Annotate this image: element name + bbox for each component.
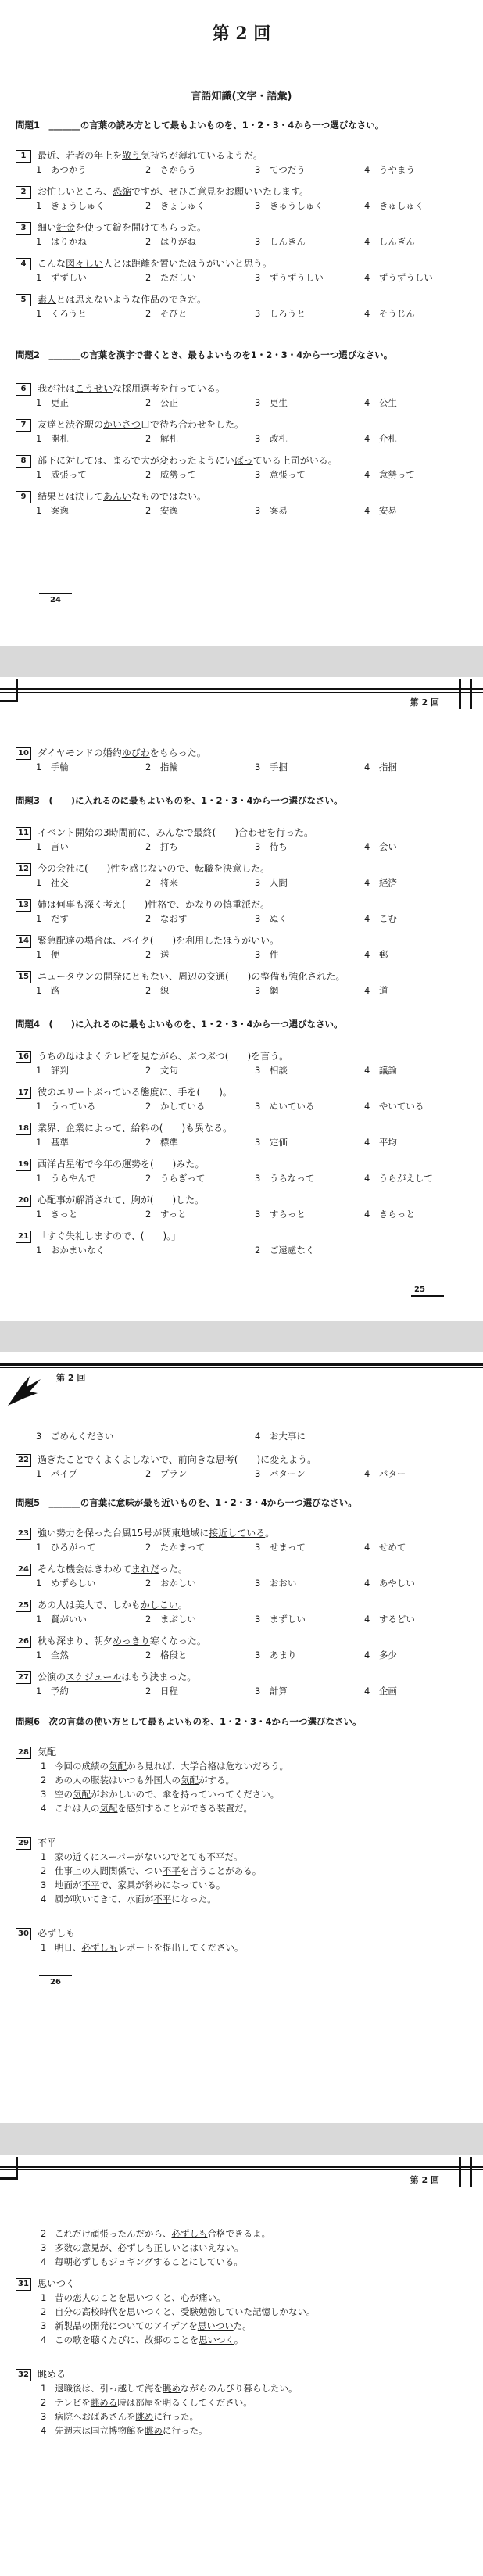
question-number: 4 xyxy=(16,258,31,270)
option[interactable]: 1 評判 xyxy=(36,1065,69,1076)
question-number: 1 xyxy=(16,150,31,163)
option[interactable]: 1 うっている xyxy=(36,1101,96,1112)
option[interactable]: 4 郵 xyxy=(364,949,388,960)
page-number-rule xyxy=(39,1975,72,1976)
option[interactable]: 1 昔の恋人のことを思いつくと、心が痛い。 xyxy=(41,2292,226,2303)
option[interactable]: 1 退職後は、引っ越して海を眺めながらのんびり暮らしたい。 xyxy=(41,2383,298,2394)
option[interactable]: 1 言い xyxy=(36,841,69,852)
option[interactable]: 2 かしている xyxy=(145,1101,206,1112)
option[interactable]: 3 うらなって xyxy=(255,1173,315,1184)
option[interactable]: 3 しんきん xyxy=(255,236,306,247)
question-1: 1 最近、若者の年上を敬う気持ちが薄れているようだ。 1 あつかう 2 さからう 3 てつだう 4 うやまう xyxy=(16,149,477,177)
question-number: 25 xyxy=(16,1600,31,1612)
option[interactable]: 2 文句 xyxy=(145,1065,178,1076)
option[interactable]: 3 病院へおばあさんを眺めに行った。 xyxy=(41,2411,199,2422)
option[interactable]: 4 経済 xyxy=(364,877,397,888)
section-title: 言語知識(文字・語彙) xyxy=(191,91,292,102)
option[interactable]: 2 あの人の服装はいつも外国人の気配がする。 xyxy=(41,1775,234,1786)
question-18: 18 業界、企業によって、給料の( )も異なる。 1 基準 2 標準 3 定価 4 平均 xyxy=(16,1121,477,1149)
option[interactable]: 4 会い xyxy=(364,841,397,852)
question-26: 26 秋も深まり、朝夕めっきり寒くなった。 1 全然 2 格段と 3 あまり 4 多少 xyxy=(16,1634,477,1662)
question-11: 11 イベント開始の3時間前に、みんなで最終( )合わせを行った。 1 言い 2 打ち 3 待ち 4 会い xyxy=(16,826,477,854)
option[interactable]: 4 平均 xyxy=(364,1137,397,1148)
option[interactable]: 2 プラン xyxy=(145,1468,188,1479)
running-header: 第 2 回 xyxy=(410,2175,439,2185)
question-14: 14 緊急配達の場合は、バイク( )を利用したほうがいい。 1 便 2 送 3 件 4 郵 xyxy=(16,933,477,962)
page-2 xyxy=(0,677,483,1321)
option[interactable]: 3 あまり xyxy=(255,1650,297,1661)
question-6: 6 我が社はこうせいな採用選考を行っている。 1 更正 2 公正 3 更生 4 公生 xyxy=(16,382,477,410)
option[interactable]: 1 今回の成績の気配から見れば、大学合格は危ないだろう。 xyxy=(41,1761,288,1772)
page-1 xyxy=(0,0,483,646)
option[interactable]: 3 案易 xyxy=(255,505,288,516)
option[interactable]: 1 パイプ xyxy=(36,1468,77,1479)
target-word: 必ずしも xyxy=(38,1928,76,1939)
page-title: 第 2 回 xyxy=(212,23,271,44)
option[interactable]: 2 うらぎって xyxy=(145,1173,206,1184)
option[interactable]: 3 ぬいている xyxy=(255,1101,315,1112)
option[interactable]: 1 便 xyxy=(36,949,60,960)
option[interactable]: 4 この歌を聴くたびに、故郷のことを思いつく。 xyxy=(41,2334,244,2345)
option[interactable]: 3 しろうと xyxy=(255,308,306,319)
option[interactable]: 2 自分の高校時代を思いつくと、受験勉強していた記憶しかない。 xyxy=(41,2306,316,2317)
page-gap xyxy=(0,2123,483,2155)
option[interactable]: 4 指掴 xyxy=(364,761,397,772)
question-27: 27 公演のスケジュールはもう決まった。 1 予約 2 日程 3 計算 4 企画 xyxy=(16,1670,477,1698)
option[interactable]: 4 うらがえして xyxy=(364,1173,433,1184)
mondai-6-instruction: 問題6 次の言葉の使い方として最もよいものを、1・2・3・4から一つ選びなさい。 xyxy=(16,1716,362,1727)
question-number: 19 xyxy=(16,1159,31,1171)
question-number: 16 xyxy=(16,1051,31,1063)
option[interactable]: 4 介札 xyxy=(364,433,397,444)
option[interactable]: 4 パター xyxy=(364,1468,406,1479)
option[interactable]: 2 線 xyxy=(145,985,170,996)
option[interactable]: 2 打ち xyxy=(145,841,178,852)
question-number: 14 xyxy=(16,935,31,948)
question-30 xyxy=(16,1926,477,1954)
option[interactable]: 4 公生 xyxy=(364,397,397,408)
question-number: 23 xyxy=(16,1528,31,1540)
option[interactable]: 2 指輪 xyxy=(145,761,178,772)
question-number: 13 xyxy=(16,899,31,912)
question-number: 21 xyxy=(16,1231,31,1243)
question-number: 29 xyxy=(16,1837,31,1850)
option[interactable]: 1 更正 xyxy=(36,397,69,408)
option[interactable]: 1 社交 xyxy=(36,877,69,888)
header-rule-thin xyxy=(0,1367,483,1368)
option[interactable]: 4 議論 xyxy=(364,1065,397,1076)
page-number: 24 xyxy=(39,593,72,604)
option[interactable]: 3 てつだう xyxy=(255,164,306,175)
option[interactable]: 3 せまって xyxy=(255,1542,306,1553)
corner-mark xyxy=(0,2157,18,2180)
option[interactable]: 3 新製品の開発についてのアイデアを思いついた。 xyxy=(41,2320,252,2331)
option[interactable]: 2 安逸 xyxy=(145,505,178,516)
option[interactable]: 1 全然 xyxy=(36,1650,69,1661)
option[interactable]: 2 仕事上の人間関係で、つい不平を言うことがある。 xyxy=(41,1865,262,1876)
running-header: 第 2 回 xyxy=(410,697,439,708)
option[interactable]: 4 そうじん xyxy=(364,308,415,319)
question-number: 5 xyxy=(16,294,31,306)
option[interactable]: 1 くろうと xyxy=(36,308,87,319)
question-number: 30 xyxy=(16,1928,31,1940)
option[interactable]: 4 するどい xyxy=(364,1614,415,1625)
question-30-continued xyxy=(16,2227,477,2269)
option[interactable]: 2 なおす xyxy=(145,913,188,924)
page-3 xyxy=(0,1352,483,2123)
option[interactable]: 3 おおい xyxy=(255,1578,297,1589)
question-25: 25 あの人は美人で、しかもかしこい。 1 賢がいい 2 まぶしい 3 まずしい 4 するどい xyxy=(16,1598,477,1626)
header-rule xyxy=(0,688,483,690)
option[interactable]: 2 公正 xyxy=(145,397,178,408)
option[interactable]: 4 せめて xyxy=(364,1542,406,1553)
question-number: 20 xyxy=(16,1195,31,1207)
question-12: 12 今の会社に( )性を感じないので、転職を決意した。 1 社交 2 将来 3 人間 4 経済 xyxy=(16,862,477,890)
question-2: 2 お忙しいところ、恐縮ですが、ぜひご意見をお願いいたします。 1 きょうしゅく 2 きょしゅく 3 きゅうしゅく 4 きゅしゅく xyxy=(16,185,477,213)
question-number: 2 xyxy=(16,186,31,199)
option[interactable]: 2 送 xyxy=(145,949,170,960)
option[interactable]: 4 道 xyxy=(364,985,388,996)
option[interactable]: 3 ずうずうしい xyxy=(255,272,324,283)
option[interactable]: 1 路 xyxy=(36,985,60,996)
option[interactable]: 3 更生 xyxy=(255,397,288,408)
question-4: 4 こんな図々しい人とは距離を置いたほうがいいと思う。 1 ずずしい 2 ただしい 3 ずうずうしい 4 ずうずうしい xyxy=(16,256,477,285)
option[interactable]: 4 安易 xyxy=(364,505,397,516)
target-word: 不平 xyxy=(38,1837,57,1848)
option[interactable]: 4 多少 xyxy=(364,1650,397,1661)
question-23: 23 強い勢力を保った台風15号が関東地域に接近している。 1 ひろがって 2 たかまって 3 せまって 4 せめて xyxy=(16,1526,477,1554)
question-7: 7 友達と渋谷駅のかいさつ口で待ち合わせをした。 1 開札 2 解札 3 改札 4 介札 xyxy=(16,417,477,446)
question-21-continued xyxy=(36,1429,474,1443)
option[interactable]: 2 はりがね xyxy=(145,236,196,247)
question-number: 9 xyxy=(16,491,31,503)
question-number: 18 xyxy=(16,1123,31,1135)
question-10: 10 ダイヤモンドの婚約ゆびわをもらった。 1 手輪 2 指輪 3 手掴 4 指掴 xyxy=(16,746,477,774)
option[interactable]: 3 改札 xyxy=(255,433,288,444)
option[interactable]: 2 さからう xyxy=(145,164,196,175)
page-4 xyxy=(0,2155,483,2576)
option[interactable]: 4 先週末は国立博物館を眺めに行った。 xyxy=(41,2425,208,2436)
option[interactable]: 3 計算 xyxy=(255,1686,288,1696)
option[interactable]: 1 賢がいい xyxy=(36,1614,87,1625)
option[interactable]: 1 めずらしい xyxy=(36,1578,96,1589)
option[interactable]: 4 これは人の気配を感知することができる装置だ。 xyxy=(41,1803,252,1814)
option[interactable]: 3 多数の意見が、必ずしも正しいとはいえない。 xyxy=(41,2242,244,2253)
question-9: 9 結果とは決してあんいなものではない。 1 案逸 2 安逸 3 案易 4 安易 xyxy=(16,489,477,518)
option[interactable]: 1 明日、必ずしもレポートを提出してください。 xyxy=(41,1942,244,1953)
option[interactable]: 1 うらやんで xyxy=(36,1173,96,1184)
option[interactable]: 2 テレビを眺める時は部屋を明るくしてください。 xyxy=(41,2397,252,2408)
question-15: 15 ニュータウンの開発にともない、周辺の交通( )の整備も強化された。 1 路 2 線 3 網 4 道 xyxy=(16,969,477,998)
question-28 xyxy=(16,1745,477,1815)
question-number: 32 xyxy=(16,2369,31,2381)
mondai-3-instruction: 問題3 ( )に入れるのに最もよいものを、1・2・3・4から一つ選びなさい。 xyxy=(16,795,343,806)
question-number: 15 xyxy=(16,971,31,983)
question-21: 21 「すぐ失礼しますので、( )。」 1 おかまいなく 2 ご遠慮なく xyxy=(16,1229,477,1257)
option[interactable]: 4 あやしい xyxy=(364,1578,415,1589)
option[interactable]: 4 ずうずうしい xyxy=(364,272,433,283)
option[interactable]: 4 こむ xyxy=(364,913,397,924)
question-number: 28 xyxy=(16,1747,31,1759)
option[interactable]: 4 企画 xyxy=(364,1686,397,1696)
option[interactable]: 1 予約 xyxy=(36,1686,69,1696)
bird-ornament-icon xyxy=(6,1374,42,1407)
option[interactable]: 3 相談 xyxy=(255,1065,288,1076)
page-number-rule xyxy=(411,1295,444,1297)
question-number: 24 xyxy=(16,1564,31,1576)
option[interactable]: 1 きょうしゅく xyxy=(36,200,105,211)
option[interactable]: 1 案逸 xyxy=(36,505,69,516)
question-number: 31 xyxy=(16,2278,31,2291)
option[interactable]: 3 地面が不平で、家具が斜めになっている。 xyxy=(41,1879,226,1890)
option[interactable]: 4 風が吹いてきて、水面が不平になった。 xyxy=(41,1893,216,1904)
target-word: 思いつく xyxy=(38,2278,76,2289)
question-number: 3 xyxy=(16,222,31,235)
question-number: 10 xyxy=(16,747,31,760)
question-number: 7 xyxy=(16,419,31,432)
option[interactable]: 3 空の気配がおかしいので、傘を持っていってください。 xyxy=(41,1789,280,1800)
corner-mark xyxy=(459,679,478,709)
option[interactable]: 1 だす xyxy=(36,913,69,924)
option[interactable]: 2 そびと xyxy=(145,308,188,319)
page-gap xyxy=(0,1321,483,1352)
corner-mark xyxy=(0,679,18,702)
question-19: 19 西洋占星術で今年の運勢を( )みた。 1 うらやんで 2 うらぎって 3 うらなって 4 うらがえして xyxy=(16,1157,477,1185)
option[interactable]: 3 件 xyxy=(255,949,279,960)
page-gap xyxy=(0,646,483,677)
option[interactable]: 2 解札 xyxy=(145,433,178,444)
option[interactable]: 1 基準 xyxy=(36,1137,69,1148)
option[interactable]: 1 開札 xyxy=(36,433,69,444)
option[interactable]: 1 あつかう xyxy=(36,164,87,175)
option[interactable]: 3 手掴 xyxy=(255,761,288,772)
option[interactable]: 3 定価 xyxy=(255,1137,288,1148)
option[interactable]: 2 標準 xyxy=(145,1137,178,1148)
target-word: 眺める xyxy=(38,2369,66,2380)
question-3: 3 細い針金を使って錠を開けてもらった。 1 はりかね 2 はりがね 3 しんきん 4 しんぎん xyxy=(16,220,477,249)
option[interactable]: 2 たかまって xyxy=(145,1542,206,1553)
corner-mark xyxy=(470,679,472,709)
mondai-1-instruction: 問題1 _______の言葉の読み方として最もよいものを、1・2・3・4から一つ選びなさい。 xyxy=(16,120,385,131)
option[interactable]: 1 手輪 xyxy=(36,761,69,772)
question-number: 17 xyxy=(16,1087,31,1099)
header-rule-thin xyxy=(0,2169,483,2170)
option[interactable]: 4 きゅしゅく xyxy=(364,200,424,211)
page-number: 25 xyxy=(411,1285,444,1297)
question-16: 16 うちの母はよくテレビを見ながら、ぶつぶつ( )を言う。 1 評判 2 文句 3 相談 4 議論 xyxy=(16,1049,477,1077)
header-rule xyxy=(0,1363,483,1366)
option[interactable]: 2 まぶしい xyxy=(145,1614,196,1625)
question-number: 27 xyxy=(16,1671,31,1684)
option[interactable]: 4 お大事に xyxy=(255,1431,306,1442)
option[interactable]: 4 毎朝必ずしもジョギングすることにしている。 xyxy=(41,2256,243,2267)
target-word: 気配 xyxy=(38,1747,57,1757)
option[interactable]: 4 しんぎん xyxy=(364,236,415,247)
question-24: 24 そんな機会はきわめてまれだった。 1 めずらしい 2 おかしい 3 おおい 4 あやしい xyxy=(16,1562,477,1590)
page-number: 26 xyxy=(39,1975,72,1987)
option[interactable]: 1 おかまいなく xyxy=(36,1245,105,1256)
option[interactable]: 3 人間 xyxy=(255,877,288,888)
option[interactable]: 2 威勢って xyxy=(145,469,196,480)
option[interactable]: 2 すっと xyxy=(145,1209,187,1220)
mondai-5-instruction: 問題5 _______の言葉に意味が最も近いものを、1・2・3・4から一つ選びなさい。 xyxy=(16,1497,357,1508)
option[interactable]: 2 ただしい xyxy=(145,272,196,283)
option[interactable]: 1 家の近くにスーパーがないのでとても不平だ。 xyxy=(41,1851,243,1862)
option[interactable]: 1 威張って xyxy=(36,469,87,480)
option[interactable]: 3 網 xyxy=(255,985,279,996)
mondai-2-instruction: 問題2 _______の言葉を漢字で書くとき、最もよいものを1・2・3・4から一つ選びなさい。 xyxy=(16,349,393,360)
option[interactable]: 4 意勢って xyxy=(364,469,415,480)
option[interactable]: 1 はりかね xyxy=(36,236,87,247)
question-17: 17 彼のエリートぶっている態度に、手を( )。 1 うっている 2 かしている 3 ぬいている 4 やいている xyxy=(16,1085,477,1113)
option[interactable]: 1 ずずしい xyxy=(36,272,87,283)
question-20: 20 心配事が解消されて、胸が( )した。 1 きっと 2 すっと 3 すらっと 4 きらっと xyxy=(16,1193,477,1221)
option[interactable]: 2 これだけ頑張ったんだから、必ずしも合格できるよ。 xyxy=(41,2228,270,2239)
option[interactable]: 4 きらっと xyxy=(364,1209,415,1220)
question-29 xyxy=(16,1836,477,1906)
corner-mark xyxy=(459,2157,478,2187)
option[interactable]: 2 将来 xyxy=(145,877,178,888)
question-number: 12 xyxy=(16,863,31,876)
option[interactable]: 3 意張って xyxy=(255,469,306,480)
option[interactable]: 2 きょしゅく xyxy=(145,200,206,211)
question-22: 22 過ぎたことでくよくよしないで、前向きな思考( )に変えよう。 1 パイプ 2 プラン 3 パターン 4 パター xyxy=(16,1453,477,1481)
option[interactable]: 3 待ち xyxy=(255,841,288,852)
question-number: 26 xyxy=(16,1636,31,1648)
option[interactable]: 1 ひろがって xyxy=(36,1542,96,1553)
corner-mark xyxy=(470,2157,472,2187)
header-rule-thin xyxy=(0,692,483,693)
option[interactable]: 2 おかしい xyxy=(145,1578,196,1589)
option[interactable]: 3 すらっと xyxy=(255,1209,306,1220)
option[interactable]: 4 うやまう xyxy=(364,164,415,175)
option[interactable]: 2 ご遠慮なく xyxy=(255,1245,315,1256)
question-13: 13 姉は何事も深く考え( )性格で、かなりの慎重派だ。 1 だす 2 なおす 3 ぬく 4 こむ xyxy=(16,897,477,926)
question-number: 22 xyxy=(16,1454,31,1467)
option[interactable]: 1 きっと xyxy=(36,1209,78,1220)
option[interactable]: 3 ぬく xyxy=(255,913,288,924)
option[interactable]: 2 格段と xyxy=(145,1650,188,1661)
question-number: 11 xyxy=(16,827,31,840)
option[interactable]: 2 日程 xyxy=(145,1686,178,1696)
option[interactable]: 3 パターン xyxy=(255,1468,306,1479)
running-header: 第 2 回 xyxy=(56,1373,86,1383)
option[interactable]: 4 やいている xyxy=(364,1101,424,1112)
option[interactable]: 3 きゅうしゅく xyxy=(255,200,324,211)
header-rule xyxy=(0,2166,483,2168)
question-5: 5 素人とは思えないような作品のできだ。 1 くろうと 2 そびと 3 しろうと 4 そうじん xyxy=(16,292,477,321)
page-number-rule xyxy=(39,593,72,594)
question-31 xyxy=(16,2277,477,2347)
option[interactable]: 3 まずしい xyxy=(255,1614,306,1625)
question-number: 6 xyxy=(16,383,31,396)
question-8: 8 部下に対しては、まるで大が変わったようにいばっている上司がいる。 1 威張って 2 威勢って 3 意張って 4 意勢って xyxy=(16,453,477,482)
option[interactable]: 3 ごめんください xyxy=(36,1431,114,1442)
question-32 xyxy=(16,2367,477,2438)
mondai-4-instruction: 問題4 ( )に入れるのに最もよいものを、1・2・3・4から一つ選びなさい。 xyxy=(16,1019,343,1030)
question-number: 8 xyxy=(16,455,31,468)
